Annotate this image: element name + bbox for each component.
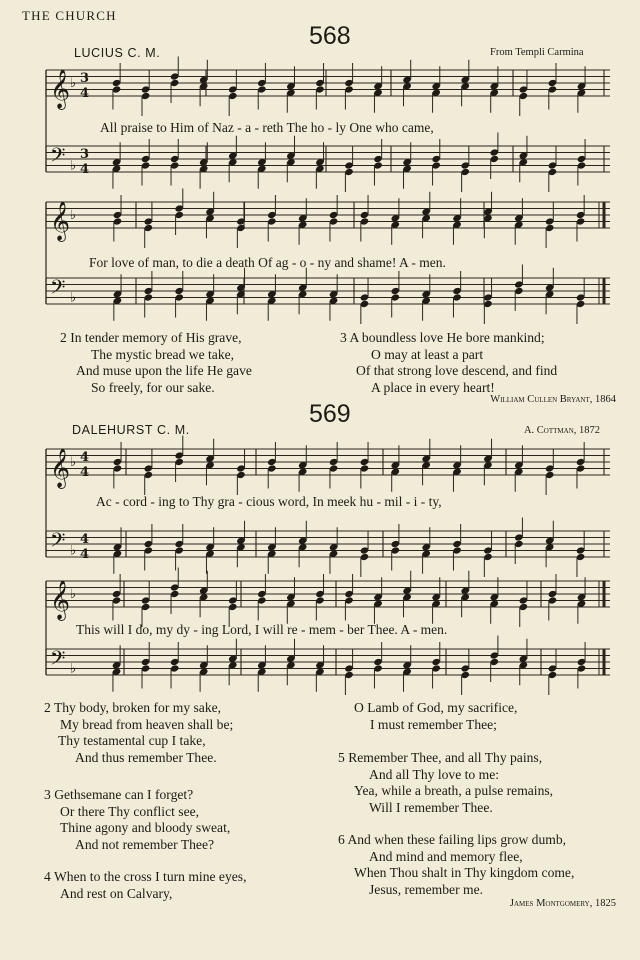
bass-clef-icon: 𝄢 [50,528,66,557]
tune-name: DALEHURST C. M. [72,423,190,437]
treble-clef-icon: 𝄞 [50,201,71,241]
stanza-block: 3 Gethsemane can I forget? Or there Thy conflict see, Thine agony and bloody sweat, And not remember Thee? [44,787,231,852]
flat-icon: ♭ [70,158,77,174]
flat-icon: ♭ [70,587,77,602]
tune-name: LUCIUS C. M. [74,46,161,60]
stanza-block: 3 A boundless love He bore mankind; O may at least a part Of that strong love descend, and find A place in every heart! [340,330,558,395]
bass-clef-icon: 𝄢 [50,646,66,675]
flat-icon: ♭ [70,661,77,677]
stanza-block: 6 And when these failing lips grow dumb, And mind and memory flee, When Thou shalt in Thy kingdom come, Jesus, remember me. [338,832,575,897]
stanza-block: 4 When to the cross I turn mine eyes, And rest on Calvary, [44,869,247,901]
tune-composer: A. Cottman, 1872 [523,425,600,436]
page-header: THE CHURCH [22,8,117,23]
bass-clef-icon: 𝄢 [50,275,66,304]
flat-icon: ♭ [70,455,77,470]
treble-clef-icon: 𝄞 [50,580,71,620]
time-signature: 4 [80,86,90,101]
lyric-line: Ac - cord - ing to Thy gra - cious word, In meek hu - mil - i - ty, [96,494,442,509]
flat-icon: ♭ [70,208,77,223]
time-signature: 4 [80,450,90,465]
music-system [46,443,610,583]
author-credit: James Montgomery, 1825 [509,898,616,909]
treble-clef-icon: 𝄞 [50,69,71,109]
bass-clef-icon: 𝄢 [50,143,66,172]
stanza-block: 2 Thy body, broken for my sake, My bread from heaven shall be; Thy testamental cup I take, And thus remember Thee. [44,700,234,765]
time-signature: 4 [80,465,90,480]
time-signature: 4 [80,547,90,562]
time-signature: 3 [80,147,90,162]
time-signature: 4 [80,162,90,177]
lyric-line: This will I do, my dy - ing Lord, I will re - mem - ber Thee. A - men. [76,622,448,637]
flat-icon: ♭ [70,290,77,306]
hymn-number: 568 [309,22,351,50]
flat-icon: ♭ [70,76,77,91]
stanza-block: O Lamb of God, my sacrifice, I must remember Thee; [354,700,518,732]
time-signature: 4 [80,532,90,547]
treble-clef-icon: 𝄞 [50,448,71,488]
author-credit: William Cullen Bryant, 1864 [490,394,616,405]
lyric-line: All praise to Him of Naz - a - reth The ho - ly One who came, [100,120,434,135]
stanza-block: 2 In tender memory of His grave, The mystic bread we take, And muse upon the life He gave So freely, for our sake. [60,330,252,395]
lyric-line: For love of man, to die a death Of ag - o - ny and shame! A - men. [89,255,446,270]
flat-icon: ♭ [70,543,77,559]
hymn-number: 569 [309,400,351,428]
stanza-block: 5 Remember Thee, and all Thy pains, And all Thy love to me: Yea, while a breath, a pulse remains, Will I remember Thee. [338,750,554,815]
tune-source: From Templi Carmina [490,47,584,58]
time-signature: 3 [80,71,90,86]
